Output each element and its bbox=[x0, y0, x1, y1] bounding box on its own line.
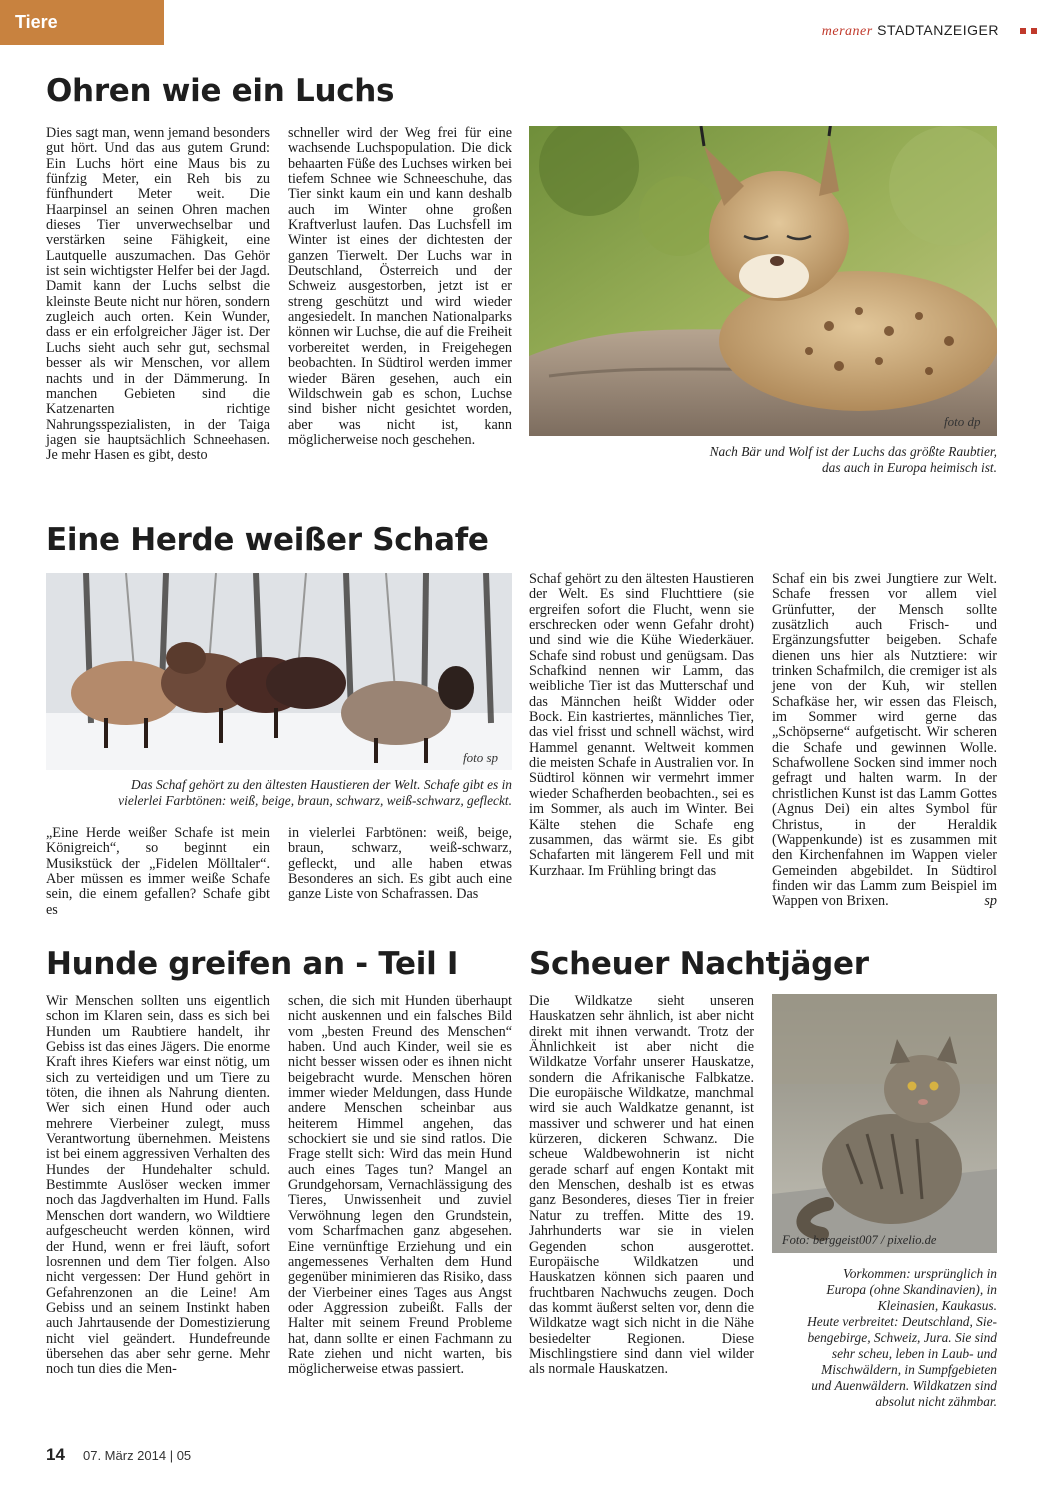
headline-wildcat: Scheuer Nachtjäger bbox=[529, 946, 869, 982]
lynx-caption-line2: das auch in Europa heimisch ist. bbox=[821, 460, 997, 475]
issue-date: 07. März 2014 | 05 bbox=[83, 1448, 192, 1463]
masthead-square bbox=[1020, 28, 1026, 34]
dogs-text-col2: schen, die sich mit Hunden überhaupt nicht auskennen und ein falsches Bild vom „besten Freund des Menschen“ haben. Und auch Kinder, weil sie es nicht besser wissen oder es ihnen nicht beigebracht wurde. Menschen hören immer wieder Meldungen, dass Hunde andere Menschen scheinbar aus heiterem Himmel angehen, das schockiert sie und sie sind ratlos. Die Frage stellt sich: Wird das mein Hund auch eines Tages tun? Mangel an Grundgehorsam, Vernachlässigung des Tieres, Unwissenheit und zuviel Verwöhnung legen den Grundstein, vom Scharfmachen ganz abgesehen. Eine vernünftige Erziehung und ein angemessenes Verhalten dem Hund gegenüber minimieren das Risiko, dass der Vierbeiner eines Tages aus Angst oder Aggression zubeißt. Falls der Halter mit seinem Freund Probleme hat, dann sollte er einen Fachmann zu Rate ziehen und nicht warten, bis möglicherweise etwas passiert. bbox=[288, 993, 512, 1378]
headline-sheep: Eine Herde weißer Schafe bbox=[46, 522, 489, 558]
sheep-caption-line2: vielerlei Farbtönen: weiß, beige, braun, schwarz, weiß-schwarz, gefleckt. bbox=[118, 793, 512, 808]
wildcat-caption-line9: absolut nicht zähmbar. bbox=[875, 1394, 997, 1409]
wildcat-photo bbox=[772, 994, 997, 1253]
sheep-caption-line1: Das Schaf gehört zu den ältesten Haustieren der Welt. Schafe gibt es in bbox=[131, 777, 512, 792]
sheep-caption bbox=[46, 777, 512, 809]
sheep-text-col2: in vielerlei Farbtönen: weiß, beige, braun, schwarz, weiß-schwarz, gefleckt, und alle haben etwas Besonderes an sich. Es gibt auch eine ganze Liste von Schafrassen. Das bbox=[288, 825, 512, 903]
lynx-photo bbox=[529, 126, 997, 436]
sheep-text-col3: Schaf gehört zu den ältesten Haustieren der Welt. Es sind Fluchttiere (sie ergreifen sofort die Flucht, wenn sie erschrecken oder wenn Gefahr droht) und sind wie die Kühe Wiederkäuer. Schafe sind robust und genügsam. Das Schafkind nennen wir Lamm, das weibliche Tier ist das Mutterschaf und das Männchen heißt Widder oder Bock. Ein kastriertes, männliches Tier, das viel frisst und schnell wächst, wird Hammel genannt. Weltweit kommen die meisten Schafe in Australien vor. In Südtirol können wir vermehrt immer wieder Schafherden beobachten., sei es im Sommer, als auch im Winter. Bei Kälte stehen die Schafe eng zusammen, das wärmt sie. Es gibt Schafarten mit längerem Fell und mit Kurzhaar. Im Frühling bringt das bbox=[529, 571, 754, 879]
wildcat-caption-line1: Vorkommen: ursprünglich in bbox=[843, 1266, 997, 1281]
masthead-part2: STADTANZEIGER bbox=[877, 22, 999, 38]
masthead-logo bbox=[822, 22, 999, 40]
sheep-text-col4 bbox=[772, 572, 997, 910]
sheep-text-col1: „Eine Herde weißer Schafe ist mein Königreich“, so beginnt ein Musikstück der „Fidelen Mölltaler“. Aber müssen es immer weiße Schafe sein, die einem gefallen? Schafe gibt es bbox=[46, 825, 270, 918]
sheep-photo bbox=[46, 573, 512, 770]
wildcat-caption-line3: Kleinasien, Kaukasus. bbox=[877, 1298, 997, 1313]
page-number: 14 bbox=[46, 1445, 65, 1464]
wildcat-photo-credit: Foto: berggeist007 / pixelio.de bbox=[782, 1233, 937, 1247]
sheep-signature: sp bbox=[984, 893, 997, 910]
headline-dogs: Hunde greifen an - Teil I bbox=[46, 946, 459, 982]
lynx-caption bbox=[529, 444, 997, 476]
sheep-photo-credit: foto sp bbox=[463, 750, 499, 765]
wildcat-text-col1: Die Wildkatze sieht unseren Hauskatzen sehr ähnlich, ist aber nicht direkt mit ihnen verwandt. Trotz der Ähnlichkeit ist aber nicht die Wildkatze Vorfahr unserer Hauskatze, sondern die Afrikanische Falbkatze. Die europäische Wildkatze, manchmal wird sie auch Waldkatze genannt, ist massiver und schwerer und hat einen kürzeren, dickeren Schwanz. Die scheue Waldbewohnerin ist nicht gerade scharf auf engen Kontakt mit den Menschen, deshalb ist es etwas ganz Besonderes, dieses Tier in freier Natur zu treffen. Mitte des 19. Jahrhunderts war sie in vielen Gegenden schon ausgerottet. Europäische Wildkatzen und Hauskatzen können sich paaren und fruchtbaren Nachwuchs zeugen. Doch das kommt äußerst selten vor, denn die Wildkatze wagt sich nicht in die Nähe besiedelter Regionen. Diese Mischlingstiere sind dann viel wilder als normale Hauskatzen. bbox=[529, 993, 754, 1378]
lynx-text-col2: schneller wird der Weg frei für eine wachsende Luchspopulation. Die dick behaarten Füße des Luchses wirken bei tiefem Schnee wie Schneeschuhe, das Tier sinkt kaum ein und kann deshalb auch im Winter ohne großen Kraftverlust laufen. Das Luchsfell im Winter ist eines der dichtesten der ganzen Tierwelt. Der Luchs war in Deutschland, Österreich und der Schweiz ausgestorben, jetzt ist er streng geschützt und wird wieder angesiedelt. In manchen Nationalparks können wir Luchse, die auf die Freiheit vorbereitet werden, in Freigehegen beobachten. In Südtirol werden immer wieder Bären gesehen, auch ein Wildschwein gab es schon, Luchse sind bisher nicht gesichtet worden, aber was nicht ist, kann möglicherweise noch geschehen. bbox=[288, 125, 512, 448]
wildcat-caption-line7: Mischwäldern, in Sumpfgebieten bbox=[821, 1362, 997, 1377]
lynx-photo-credit: foto dp bbox=[944, 414, 981, 429]
wildcat-caption-line4: Heute verbreitet: Deutschland, Sie- bbox=[807, 1314, 997, 1329]
lynx-text-col1: Dies sagt man, wenn jemand besonders gut hört. Und das aus gutem Grund: Ein Luchs hört eine Maus bis zu fünfzig Meter, ein Reh bis zu fünfhundert Meter weit. Die Haarpinsel an seinen Ohren machen dieses Tier unverwechselbar und verstärken seine Fähigkeit, eine Lautquelle auszumachen. Das Gehör ist sein wichtigster Helfer bei der Jagd. Damit kann der Luchs selbst die kleinste Beute nicht nur hören, sondern zugleich auch orten. Kein Wunder, dass er ein erfolgreicher Jäger ist. Der Luchs sieht auch sehr gut, sechsmal besser als wir Menschen, vor allem nachts und in der Dämmerung. In manchen Gebieten sind die Katzenarten richtige Nahrungsspezialisten, in der Taiga jagen sie hauptsächlich Schneehasen. Je mehr Hasen es gibt, desto bbox=[46, 125, 270, 464]
masthead-part1: meraner bbox=[821, 24, 873, 39]
dogs-text-col1: Wir Menschen sollten uns eigentlich schon im Klaren sein, dass es sich bei Hunden um Raubtiere handelt, ihr Gebiss ist das eines Jägers. Die enorme Kraft ihres Kiefers war einst nötig, um sich zu verteidigen und um Tiere zu töten, die ihnen als Nahrung dienten. Wer sich einen Hund oder auch mehrere Vierbeiner zulegt, muss Verantwortung übernehmen. Meistens ist bei einem aggressiven Verhalten des Hundes der Hundehalter schuld. Bestimmte Auslöser wecken immer noch das Jagdverhalten im Hund. Falls Menschen dort wandern, wo Wildtiere aufgescheucht werden können, wird der Hund, wenn er frei läuft, sofort losrennen und dem Tier folgen. Also nicht vergessen: Der Hund gehört in Gefahrenzonen an die Leine! Am Gebiss und an seinem Instinkt haben auch Jahrtausende der Domestizierung nicht viel geändert. Hundefreunde übersehen das aber sehr gerne. Mehr noch tun dies die Men- bbox=[46, 993, 270, 1378]
wildcat-caption-line2: Europa (ohne Skandinavien), in bbox=[826, 1282, 997, 1297]
wildcat-caption-line8: und Auenwäldern. Wildkatzen sind bbox=[811, 1378, 997, 1393]
masthead-square bbox=[1031, 28, 1037, 34]
wildcat-caption-line6: sehr scheu, leben in Laub- und bbox=[831, 1346, 997, 1361]
sheep-col4-text: Schaf ein bis zwei Jungtiere zur Welt. Schafe fressen vor allem viel Grünfutter, der Mensch sollte zusätzlich auch Frisch- und Ergänzungsfutter beigeben. Schafe dienen uns hier als Nutztiere: wir trinken Schafmilch, die cremiger ist als jene von der Kuh, wir stellen Schafkäse her, wir essen das Fleisch, im Sommer wird gerne das „Schöpserne“ aufgetischt. Wir scheren die Schafe und gewinnen Wolle. Schafwollene Socken sind immer noch gefragt und halten warm. In der christlichen Kunst ist das Lamm Gottes (Agnus Dei) ein altes Symbol für Christus, in der Heraldik (Wappenkunde) ist es zusammen mit den Kirchenfahnen im Wappen vieler Gemeinden abgebildet. In Südtirol finden wir das Lamm zum Beispiel im Wappen von Brixen. bbox=[772, 571, 997, 910]
lynx-caption-line1: Nach Bär und Wolf ist der Luchs das größte Raubtier, bbox=[709, 444, 997, 459]
headline-lynx: Ohren wie ein Luchs bbox=[46, 73, 395, 109]
section-tab: Tiere bbox=[0, 0, 164, 45]
wildcat-caption bbox=[772, 1266, 997, 1410]
wildcat-caption-line5: bengebirge, Schweiz, Jura. Sie sind bbox=[807, 1330, 997, 1345]
